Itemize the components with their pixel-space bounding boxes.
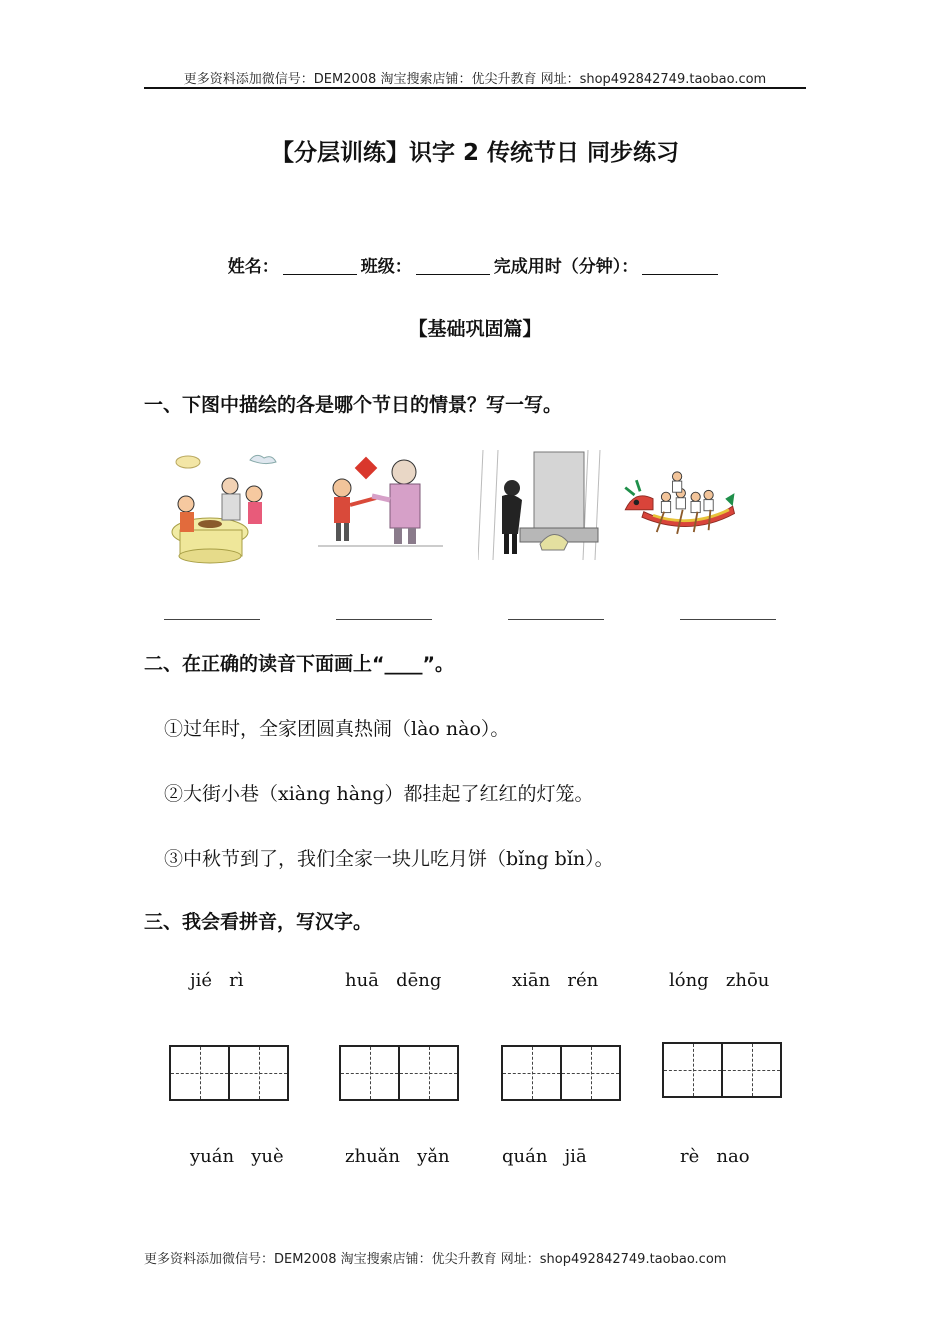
pinyin-label: lóng zhōu bbox=[669, 970, 770, 991]
grid-cell[interactable] bbox=[228, 1047, 287, 1099]
writing-grid[interactable] bbox=[339, 1045, 459, 1101]
question-3-title: 三、我会看拼音，写汉字。 bbox=[144, 911, 373, 933]
tomb-sweeping-icon bbox=[478, 450, 603, 565]
family-reunion-icon bbox=[162, 450, 287, 565]
answer-line-4[interactable] bbox=[680, 619, 776, 620]
section-title: 【基础巩固篇】 bbox=[408, 318, 542, 340]
question-2-item-2: ②大街小巷（xiàng hàng）都挂起了红红的灯笼。 bbox=[164, 783, 594, 805]
question-2-item-3: ③中秋节到了，我们全家一块儿吃月饼（bǐng bǐn）。 bbox=[164, 848, 614, 870]
class-blank[interactable] bbox=[416, 258, 490, 275]
new-year-greeting-icon bbox=[318, 450, 443, 565]
answer-line-1[interactable] bbox=[164, 619, 260, 620]
grid-cell[interactable] bbox=[503, 1047, 560, 1099]
pinyin-label: yuán yuè bbox=[190, 1146, 284, 1167]
grid-cell[interactable] bbox=[341, 1047, 398, 1099]
question-2-title: 二、在正确的读音下面画上“____”。 bbox=[144, 653, 454, 675]
pinyin-label: zhuǎn yǎn bbox=[345, 1146, 450, 1167]
question-2-item-1: ①过年时，全家团圆真热闹（lào nào）。 bbox=[164, 718, 510, 740]
time-label: 完成用时（分钟）： bbox=[493, 257, 639, 277]
header-divider bbox=[144, 87, 806, 89]
student-info-row bbox=[0, 252, 950, 277]
grid-cell[interactable] bbox=[664, 1044, 721, 1096]
pinyin-label: jié rì bbox=[190, 970, 244, 991]
writing-grid[interactable] bbox=[169, 1045, 289, 1101]
pinyin-label: huā dēng bbox=[345, 970, 442, 991]
answer-line-3[interactable] bbox=[508, 619, 604, 620]
writing-grid[interactable] bbox=[662, 1042, 782, 1098]
grid-cell[interactable] bbox=[398, 1047, 457, 1099]
time-blank[interactable] bbox=[642, 258, 718, 275]
writing-grid[interactable] bbox=[501, 1045, 621, 1101]
pinyin-label: xiān rén bbox=[512, 970, 599, 991]
grid-cell[interactable] bbox=[721, 1044, 780, 1096]
name-blank[interactable] bbox=[283, 258, 357, 275]
page-title: 【分层训练】识字 2 传统节日 同步练习 bbox=[270, 140, 680, 166]
pinyin-label: rè nao bbox=[680, 1146, 750, 1167]
class-label: 班级： bbox=[360, 257, 412, 277]
name-label: 姓名： bbox=[227, 257, 279, 277]
question-1-title: 一、下图中描绘的各是哪个节日的情景？写一写。 bbox=[144, 394, 563, 416]
answer-line-2[interactable] bbox=[336, 619, 432, 620]
grid-cell[interactable] bbox=[171, 1047, 228, 1099]
page-footer: 更多资料添加微信号：DEM2008 淘宝搜索店铺：优尖升教育 网址：shop492842749.taobao.com bbox=[144, 1252, 727, 1267]
dragon-boat-icon bbox=[616, 450, 741, 565]
pinyin-label: quán jiā bbox=[502, 1146, 587, 1167]
grid-cell[interactable] bbox=[560, 1047, 619, 1099]
page-header: 更多资料添加微信号：DEM2008 淘宝搜索店铺：优尖升教育 网址：shop492842749.taobao.com bbox=[183, 72, 767, 87]
